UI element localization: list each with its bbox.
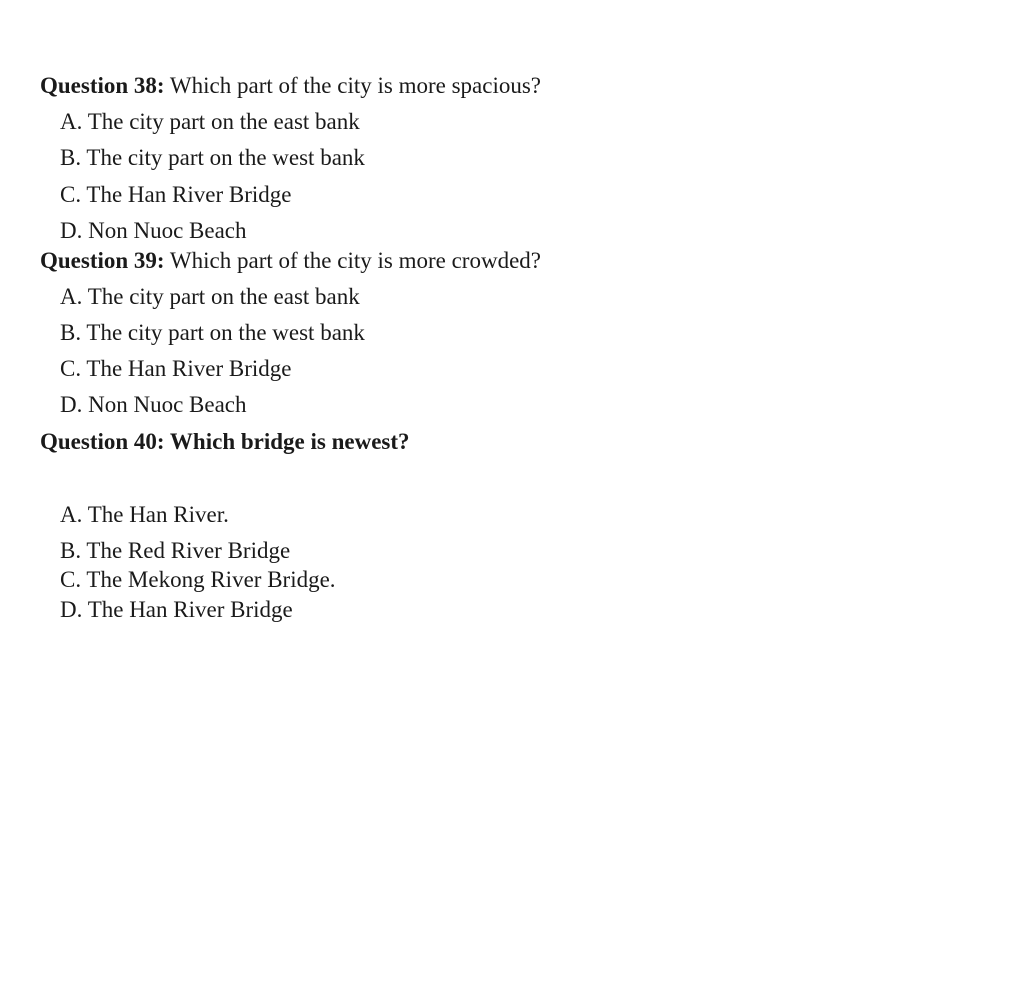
question-39-label: Question 39:	[40, 248, 165, 273]
question-40-text: Which bridge is newest?	[164, 429, 410, 454]
question-39-option-c: C. The Han River Bridge	[60, 356, 292, 381]
question-38-option-b: B. The city part on the west bank	[60, 145, 365, 170]
question-39-option-a: A. The city part on the east bank	[60, 284, 360, 309]
question-39-option-b: B. The city part on the west bank	[60, 320, 365, 345]
question-39-option-d: D. Non Nuoc Beach	[60, 392, 247, 417]
question-40-option-a: A. The Han River.	[60, 502, 229, 527]
question-38-text: Which part of the city is more spacious?	[164, 73, 542, 98]
question-40-option-b: B. The Red River Bridge	[60, 538, 291, 563]
question-38-option-c: C. The Han River Bridge	[60, 182, 292, 207]
question-38	[40, 72, 541, 100]
question-40-label: Question 40:	[40, 429, 165, 454]
question-39	[40, 247, 541, 275]
question-38-label: Question 38:	[40, 73, 165, 98]
question-40	[40, 428, 410, 456]
question-39-text: Which part of the city is more crowded?	[164, 248, 541, 273]
question-38-option-d: D. Non Nuoc Beach	[60, 218, 247, 243]
question-40-option-d: D. The Han River Bridge	[60, 597, 293, 622]
question-38-option-a: A. The city part on the east bank	[60, 109, 360, 134]
question-40-option-c: C. The Mekong River Bridge.	[60, 567, 336, 592]
